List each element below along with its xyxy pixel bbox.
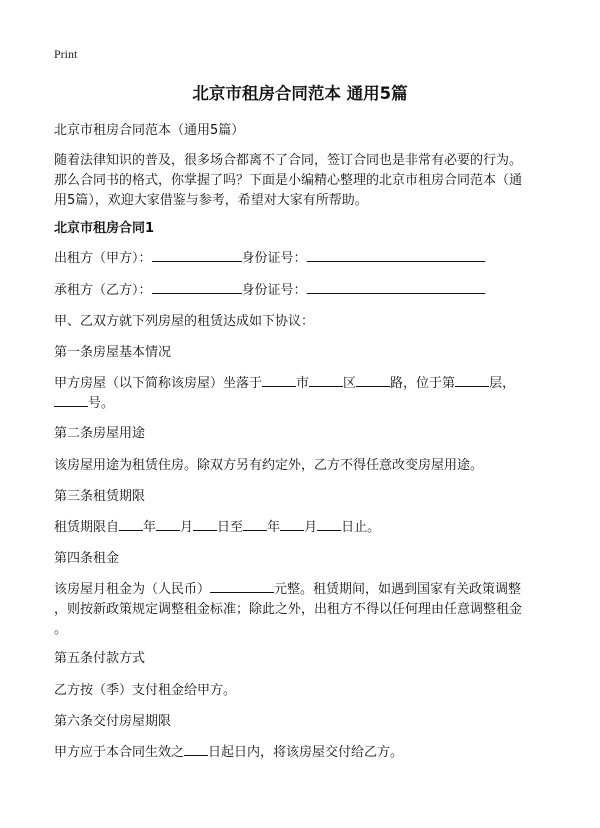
lessee-label: 承租方（乙方）： [54, 283, 152, 298]
print-label: Print [54, 47, 78, 61]
start-year-blank [119, 518, 143, 531]
article-4-heading: 第四条租金 [54, 551, 120, 566]
article-3-heading: 第三条租赁期限 [54, 489, 146, 504]
road-label: 路，位于第 [390, 376, 456, 391]
day-to-label: 日至 [217, 520, 244, 535]
lessor-line [54, 248, 485, 269]
end-year-blank [243, 518, 267, 531]
start-day-blank [193, 518, 217, 531]
delivery-text-2: 日起日内，将该房屋交付给乙方。 [208, 745, 404, 760]
article-6-body [54, 742, 403, 763]
lessor-id-label: 身份证号： [241, 251, 307, 266]
year-label-2: 年 [267, 520, 281, 535]
delivery-text: 甲方应于本合同生效之 [54, 745, 185, 760]
term-from-label: 租赁期限自 [54, 520, 120, 535]
district-blank [309, 374, 343, 387]
article-4-line-3: 。 [54, 622, 68, 637]
lessor-name-blank [152, 249, 242, 262]
rent-suffix: 元整。租赁期间，如遇到国家有关政策调整 [274, 582, 522, 597]
intro-line-3: 用5篇），欢迎大家借鉴与参考，希望对大家有所帮助。 [54, 193, 368, 208]
number-label: 号。 [88, 396, 115, 411]
delivery-days-blank [184, 743, 208, 756]
article-2-heading: 第二条房屋用途 [54, 426, 146, 441]
article-4-line-2: ，则按新政策规定调整租金标准；除此之外，出租方不得以任何理由任意调整租金 [54, 602, 523, 617]
contract-heading: 北京市租房合同1 [54, 221, 155, 236]
floor-blank [455, 374, 489, 387]
month-label-2: 月 [304, 520, 318, 535]
end-month-blank [280, 518, 304, 531]
rent-label: 该房屋月租金为（人民币） [54, 582, 211, 597]
year-label: 年 [143, 520, 157, 535]
end-day-blank [317, 518, 341, 531]
agreement-statement: 甲、乙双方就下列房屋的租赁达成如下协议： [54, 314, 315, 329]
document-title: 北京市租房合同范本 通用5篇 [192, 84, 408, 103]
district-label: 区 [343, 376, 357, 391]
article-4-line-1 [54, 579, 521, 600]
article-1-text: 甲方房屋（以下简称该房屋）坐落于 [54, 376, 263, 391]
rent-amount-blank [210, 580, 274, 593]
city-blank [262, 374, 296, 387]
article-6-heading: 第六条交付房屋期限 [54, 714, 172, 729]
lessor-label: 出租方（甲方）： [54, 251, 152, 266]
article-5-heading: 第五条付款方式 [54, 651, 146, 666]
lessee-id-blank [307, 281, 485, 294]
city-label: 市 [296, 376, 310, 391]
subtitle: 北京市租房合同范本（通用5篇） [54, 123, 245, 138]
intro-line-2: 那么合同书的格式，你掌握了吗？下面是小编精心整理的北京市租房合同范本（通 [54, 173, 523, 188]
lessee-id-label: 身份证号： [241, 283, 307, 298]
lessee-line [54, 280, 485, 301]
article-1-heading: 第一条房屋基本情况 [54, 345, 172, 360]
lessee-name-blank [152, 281, 242, 294]
article-5-body: 乙方按（季）支付租金给甲方。 [54, 683, 237, 698]
road-blank [356, 374, 390, 387]
number-blank [54, 394, 88, 407]
article-1-line-1 [54, 373, 515, 394]
article-2-body: 该房屋用途为租赁住房。除双方另有约定外，乙方不得任意改变房屋用途。 [54, 458, 484, 473]
floor-label: 层， [489, 376, 516, 391]
article-1-line-2 [54, 393, 114, 414]
month-label: 月 [180, 520, 194, 535]
start-month-blank [156, 518, 180, 531]
intro-line-1: 随着法律知识的普及，很多场合都离不了合同，签订合同也是非常有必要的行为。 [54, 153, 523, 168]
article-3-body [54, 517, 380, 538]
day-end-label: 日止。 [341, 520, 381, 535]
lessor-id-blank [307, 249, 485, 262]
